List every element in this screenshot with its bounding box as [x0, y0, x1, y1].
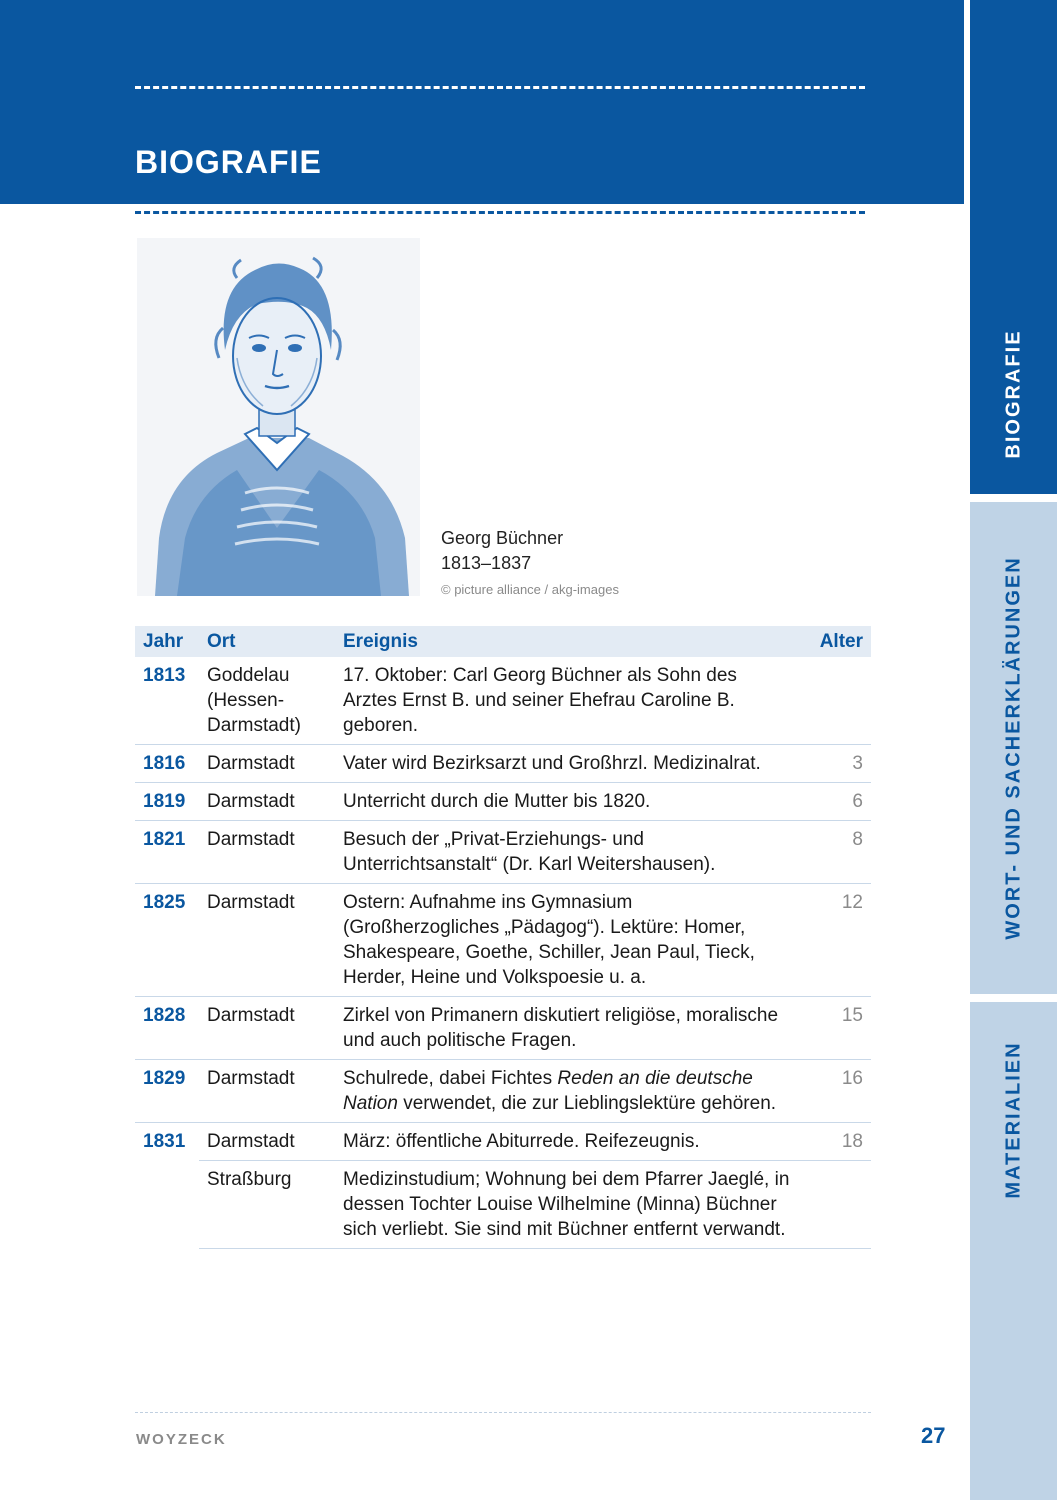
column-header-year: Jahr — [135, 626, 199, 657]
row-place: Goddelau (Hessen-Darmstadt) — [199, 657, 335, 745]
column-header-event: Ereignis — [335, 626, 801, 657]
row-event: Ostern: Aufnahme ins Gymnasium (Großherzogliches „Pädagog“). Lektüre: Homer, Shakespeare, Goethe, Schiller, Jean Paul, Tieck, Herder, Heine und Volkspoesie u. a. — [335, 884, 801, 997]
event-text-after: verwendet, die zur Lieblingslektüre gehören. — [397, 1093, 777, 1114]
row-place: Darmstadt — [199, 821, 335, 884]
row-age — [801, 1161, 871, 1249]
header-band — [0, 0, 964, 204]
column-header-age: Alter — [801, 626, 871, 657]
side-tab-materialien[interactable] — [970, 1002, 1057, 1500]
row-event — [335, 1060, 801, 1123]
table-header — [135, 626, 871, 657]
event-book-title: Reden an die deutsche Nation — [343, 1068, 753, 1114]
row-place: Darmstadt — [199, 997, 335, 1060]
row-age: 16 — [801, 1060, 871, 1123]
table-row — [135, 783, 871, 821]
row-age: 3 — [801, 745, 871, 783]
side-tab-biografie[interactable] — [970, 0, 1057, 494]
footer-dashed-rule — [135, 1412, 871, 1413]
biography-table — [135, 626, 871, 1249]
portrait-caption-years: 1813–1837 — [441, 553, 532, 573]
title-dashed-rule — [135, 211, 865, 214]
row-place: Darmstadt — [199, 745, 335, 783]
table-row — [135, 884, 871, 997]
side-tab-label: MATERIALIEN — [1002, 1041, 1024, 1199]
table-row — [135, 1123, 871, 1161]
row-place: Darmstadt — [199, 783, 335, 821]
table-row — [135, 745, 871, 783]
row-place: Darmstadt — [199, 884, 335, 997]
row-year — [135, 1161, 199, 1249]
row-year: 1831 — [143, 1131, 186, 1152]
table-header-row — [135, 626, 871, 657]
row-place: Straßburg — [199, 1161, 335, 1249]
table-row — [135, 997, 871, 1060]
table-row — [135, 1060, 871, 1123]
row-age: 18 — [801, 1123, 871, 1161]
row-event: Vater wird Bezirksarzt und Großhrzl. Medizinalrat. — [335, 745, 801, 783]
row-year: 1829 — [135, 1060, 199, 1123]
row-age: 12 — [801, 884, 871, 997]
row-event: 17. Oktober: Carl Georg Büchner als Sohn des Arztes Ernst B. und seiner Ehefrau Caroline B. geboren. — [335, 657, 801, 745]
column-header-place: Ort — [199, 626, 335, 657]
row-age: 8 — [801, 821, 871, 884]
row-place: Darmstadt — [199, 1123, 335, 1161]
event-text-before: Schulrede, dabei Fichtes — [343, 1068, 558, 1089]
row-year: 1825 — [135, 884, 199, 997]
page-number: 27 — [921, 1423, 946, 1448]
side-tab-label: WORT- UND SACHERKLÄRUNGEN — [1002, 556, 1024, 940]
row-event: Zirkel von Primanern diskutiert religiöse, moralische und auch politische Fragen. — [335, 997, 801, 1060]
portrait-image — [137, 238, 420, 596]
row-age: 6 — [801, 783, 871, 821]
portrait-engraving — [137, 238, 420, 596]
row-age — [801, 657, 871, 745]
portrait-credit: © picture alliance / akg-images — [441, 582, 619, 597]
row-event: Unterricht durch die Mutter bis 1820. — [335, 783, 801, 821]
side-tab-wort-und-sacherklaerungen[interactable] — [970, 502, 1057, 994]
row-year: 1828 — [135, 997, 199, 1060]
table-row — [135, 1161, 871, 1249]
row-year: 1816 — [135, 745, 199, 783]
table-row — [135, 821, 871, 884]
row-age: 15 — [801, 997, 871, 1060]
side-tab-label: BIOGRAFIE — [1002, 329, 1024, 459]
table-row — [135, 657, 871, 745]
row-event: Medizinstudium; Wohnung bei dem Pfarrer Jaeglé, in dessen Tochter Louise Wilhelmine (Minna) Büchner sich verliebt. Sie sind mit Büchner entfernt verwandt. — [335, 1161, 801, 1249]
row-event: März: öffentliche Abiturrede. Reifezeugnis. — [335, 1123, 801, 1161]
footer-book-title: WOYZECK — [136, 1431, 227, 1448]
row-year: 1813 — [135, 657, 199, 745]
row-event: Besuch der „Privat-Erziehungs- und Unterrichtsanstalt“ (Dr. Karl Weitershausen). — [335, 821, 801, 884]
page-title: BIOGRAFIE — [135, 144, 322, 180]
header-dashed-rule — [135, 86, 865, 89]
row-year: 1819 — [135, 783, 199, 821]
row-place: Darmstadt — [199, 1060, 335, 1123]
portrait-caption-name: Georg Büchner — [441, 528, 564, 548]
row-year: 1821 — [135, 821, 199, 884]
